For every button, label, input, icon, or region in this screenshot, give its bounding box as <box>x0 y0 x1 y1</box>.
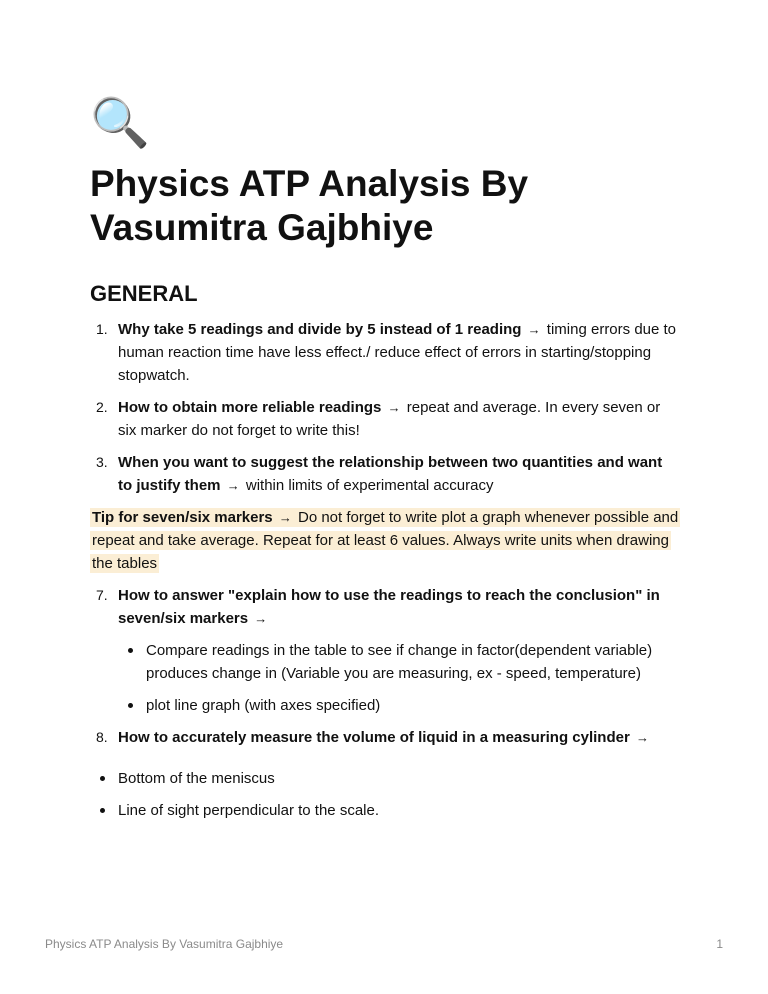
page-number: 1 <box>716 937 723 951</box>
question-text: How to accurately measure the volume of liquid in a measuring cylinder <box>118 729 630 746</box>
bullet-text: Bottom of the meniscus <box>118 770 275 787</box>
bullet-text: Compare readings in the table to see if change in factor(dependent variable) produces change in (Variable you are measuring, ex - speed, temperature) <box>146 642 653 682</box>
answer-text: within limits of experimental accuracy <box>245 477 494 494</box>
list-item <box>90 318 680 387</box>
page-title: Physics ATP Analysis By Vasumitra Gajbhiye <box>90 163 529 248</box>
arrow-icon: → <box>278 510 292 525</box>
bullet-dot-icon <box>128 648 133 653</box>
bullet-dot-icon <box>100 776 105 781</box>
question-text: How to answer "explain how to use the readings to reach the conclusion" in seven/six markers <box>118 587 660 627</box>
list-item <box>90 726 680 749</box>
list-item <box>90 396 680 442</box>
numbered-list-general-continued <box>90 584 680 749</box>
question-text: Why take 5 readings and divide by 5 instead of 1 reading <box>118 321 522 338</box>
bullet-item <box>118 639 680 685</box>
arrow-icon: → <box>387 400 401 415</box>
bullet-dot-icon <box>100 808 105 813</box>
list-number: 2. <box>96 399 108 415</box>
bullet-text: plot line graph (with axes specified) <box>146 697 381 714</box>
list-number: 7. <box>96 587 108 603</box>
answer-text: timing errors due to human reaction time have less effect./ reduce effect of errors in starting/stopping stopwatch. <box>118 321 677 384</box>
bullet-item <box>118 694 680 717</box>
numbered-list-general <box>90 318 680 497</box>
bulleted-sublist <box>118 639 680 717</box>
tip-paragraph <box>90 506 680 575</box>
list-item <box>90 584 680 717</box>
bullet-dot-icon <box>128 703 133 708</box>
question-text: How to obtain more reliable readings <box>118 399 382 416</box>
bullet-item <box>90 799 680 822</box>
bullet-item <box>90 767 680 790</box>
bulleted-list-measuring <box>90 767 680 822</box>
list-number: 3. <box>96 454 108 470</box>
arrow-icon: → <box>635 730 649 745</box>
arrow-icon: → <box>226 478 240 493</box>
tip-label: Tip for seven/six markers <box>92 509 273 526</box>
magnifying-glass-icon: 🔍 <box>90 97 150 150</box>
list-number: 8. <box>96 729 108 745</box>
answer-text: repeat and average. In every seven or six marker do not forget to write this! <box>118 399 661 439</box>
arrow-icon: → <box>254 611 268 626</box>
question-text: When you want to suggest the relationship between two quantities and want to justify them <box>118 454 663 494</box>
footer-title: Physics ATP Analysis By Vasumitra Gajbhiye <box>45 937 284 951</box>
list-item <box>90 451 680 497</box>
arrow-icon: → <box>527 322 541 337</box>
tip-highlight <box>90 508 680 573</box>
tip-text: Do not forget to write plot a graph whenever possible and repeat and take average. Repeat for at least 6 values. Always write units when drawing the tables <box>92 509 679 572</box>
bullet-text: Line of sight perpendicular to the scale. <box>118 802 379 819</box>
section-heading-general: GENERAL <box>90 281 198 306</box>
list-number: 1. <box>96 321 108 337</box>
document-page <box>90 96 680 831</box>
page-footer <box>45 937 723 951</box>
